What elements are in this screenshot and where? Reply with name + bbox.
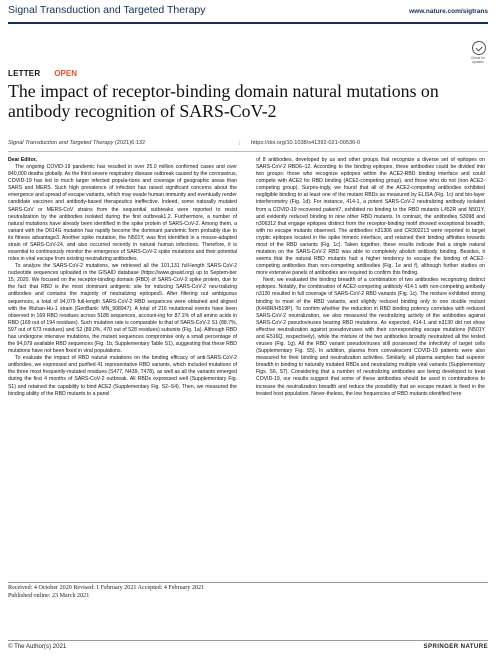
check-for-updates-icon[interactable] bbox=[472, 41, 486, 55]
article-type-row bbox=[8, 69, 77, 78]
published-date: Published online: 23 March 2021 bbox=[8, 593, 90, 599]
citation-row bbox=[8, 140, 488, 146]
received-dates: Received: 4 October 2020 Revised: 1 February 2021 Accepted: 4 February 2021 bbox=[8, 585, 205, 591]
article-type: LETTER bbox=[8, 69, 41, 78]
citation-rule bbox=[8, 151, 488, 152]
open-access-label: OPEN bbox=[54, 69, 77, 78]
body-column-right bbox=[256, 157, 485, 398]
header-rule bbox=[8, 22, 488, 24]
body-column-left bbox=[8, 157, 237, 398]
body-paragraph: To evaluate the impact of RBD natural mutations on the binding efficacy of anti-SARS-CoV-2 antibodies, we expressed and purified 41 representative RBD variants, which included mutations of the three most frequently-mutated residues (S477, N439, T478), as well as all the variants emerged during the first 4 months of SARS-CoV-2 outbreak. All RBDs expressed well (Supplementary Fig. S1) and retained the capability to bind ACE2 (Supplementary Fig. S2–S4). Then, we measured the binding ability of the RBD mutants to a panel bbox=[8, 355, 237, 397]
citation-volume: (2021)6:132 bbox=[114, 140, 146, 146]
body-paragraph: To analyze the SARS-CoV-2 mutations, we retrieved all the 101,131 full-length SARS-CoV-2 nucleotide sequences uploaded in the GISAID database (https://www.gisaid.org) up to Septem-ber 15, 2020. We focused on the receptor-binding domain (RBD) of SARS-CoV-2 spike protein, due to the fact that RBD is the most dominant antigenic site for inducing SARS-CoV-2 neu-tralizing antibodies and contains the majority of neutralizing epitopes5. After filtering out ambiguous sequences, a total of 94,079 full-length SARS-CoV-2 RBD sequences were obtained and aligned with the Wuhan-Hu-1 strain (GenBank: MN_908947). A total of 216 mutational events have been observed in 169 RBD residues across 5188 sequences, account-ing for 87.1% of all amino acids in RBD (169 out of 194 residues). Such mutation rate is comparable to that of SARS-CoV-2 S1 (88.7%, 597 out of 673 residues) and S2 (89.0%, 470 out of 528 residues) subunits (Fig. 1a). Although RBD has undergone intensive mutations, the mutant sequences compromise only a small percentage of the 94,079 available RBD sequences (Fig. 1b, Supplementary Table S1), suggesting that these RBD mutations have not been fixed in viral populations. bbox=[8, 263, 237, 355]
doi-link[interactable]: https://doi.org/10.1038/s41392-021-00536-0 bbox=[251, 140, 361, 146]
publisher-logo: SPRINGER NATURE bbox=[423, 643, 488, 650]
body-paragraph: of 8 antibodies, developed by us and other groups that recognize a diverse set of epitopes on SARS-CoV-2 RBD6–12. According to the binding epitopes, these antibodies could be divided into two groups: those who recognize epitopes within the ACE2-RBD binding interface and could compete with ACE2 for RBD binding (ACE2-competing group), and those who do not (non ACE2-competing group). Surpris-ingly, we found that all of the ACE2-competing antibodies exhibited negligible binding to at least one of the mutant RBDs as measured by ELISA (Fig. 1c) and bio-layer interferometry (Fig. 1d). For instance, 414-1, a potent SARS-CoV-2 neutralizing antibody isolated from a COVID-19 recovered patient7, exhibited no binding to the RBD mutants L452R and N501Y, and evidently reduced binding to nine other RBD mutants. In contrast, the antibodies S3098 and n306312 that engage epitopes distinct from the receptor-binding motif showed exceptional breadth, with no escape mutants observed. The antibodies n31306 and CR302213 were reported to target cryptic epitopes located in the spike trimeric interface, and retained their binding affinities towards most of the RBD variants (Fig. 1c). Taken together, these results indicate that a single natural mutation on the SARS-CoV-2 RBD was able to completely abolish antibody binding. Besides, it seems that the natural RBD mutants had a higher tendency to escape the binding of ACE2-competing antibodies than non-competing antibodies (Fig. 1e and f), although further studies on more extensive panels of antibodies are required to confirm this finding. bbox=[256, 157, 485, 277]
body-paragraph: The ongoing COVID-19 pandemic has resulted in over 25.0 million confirmed cases and over 840,000 deaths globally. As the third severe respiratory disease outbreak caused by the coronavirus, COVID-19 has led to much larger infected popula-tions and coverage of geographic areas than SARS and MERS. Such high prevalence of infection has raised significant concerns about the emergence and spread of escape variants, which may evade human immunity and eventually render candidate vaccines and antibody-based therapeutics ineffective. Indeed, some naturally mutated SARS-CoV or MERS-CoV strains from the sequential outbreaks were reported to resist neutralization by the antibodies isolated during the first outbreak1,2. Furthermore, a number of natural mutations have already been identified in the spike protein of SARS-CoV-2. Among them, a variant with the D614G mutation has rapidly become the dominant pandemic form probably due to its fitness advantage3. Another spike mutation, the N501Y, was first identified in a mouse-adapted strain of SARS-CoV-24, and also occurred recently in natural human infections. Therefore, it is essential to continuously monitor the emergence of SARS-CoV-2 spike mutations and their potential roles in viral escape from existing neutralizing antibodies. bbox=[8, 164, 237, 263]
check-for-updates-label[interactable]: Check for updates bbox=[470, 56, 486, 64]
citation-journal: Signal Transduction and Targeted Therapy bbox=[8, 140, 114, 146]
footer-rule bbox=[8, 640, 488, 641]
article-title: The impact of receptor-binding domain natural mutations on antibody recognition of SARS-CoV-2 bbox=[8, 81, 439, 121]
journal-name[interactable]: Signal Transduction and Targeted Therapy bbox=[8, 4, 206, 16]
salutation: Dear Editor, bbox=[8, 157, 37, 163]
history-rule bbox=[8, 582, 488, 583]
journal-url-link[interactable]: www.nature.com/sigtrans bbox=[409, 8, 488, 15]
journal-header bbox=[8, 4, 488, 22]
article-history bbox=[8, 584, 204, 600]
body-paragraph: Next, we evaluated the binding breadth of a combination of two antibodies recognizing distinct epitopes. Notably, the combination of ACE2-competing antibody 414-1 with non-competing antibody n3130 resulted in full coverage of SARS-CoV-2 RBD variants (Fig. 1c). The mixture exhibited strong binding to most of the RBD variants, and slightly reduced binding only to one double mutant (K448R/H519P). To confirm whether the reduction in RBD binding potency correlates with reduced SARS-CoV-2 neutralization, we also measured the neutralizing activity of the antibodies against SARS-CoV-2 pseudoviruses bearing RBD mutations. As expected, 414-1 and n3130 did not show effective neutralization against pseudoviruses with their corresponding escape mutations (N501Y and E516Q, respectively), while the mixture of the two antibodies broadly neutralized all the tested viruses (Fig. 1g). All the RBD variant pseudoviruses still possessed the infectivity of target cells (Supplementary Fig. S5). In addition, plasma from convalescent COVID-19 patients were also measured for their binding and neutralization activities. Similarly, all plasma samples had superior breadth in binding to naturally mutated RBDs and neutralizing multiple viral variants (Supplementary Figs. S6, S7). Considering that a number of neutralizing antibodies are being developed to treat COVID-19, our results suggest that some of these antibodies should be used in combinations to increase the neutralization breadth and reduce the possibility that an escape mutant is fixed in the treated host population. Never-theless, the low frequencies of RBD mutants identified here bbox=[256, 277, 485, 397]
copyright-notice: © The Author(s) 2021 bbox=[8, 643, 67, 650]
citation-separator: ; bbox=[239, 140, 241, 146]
